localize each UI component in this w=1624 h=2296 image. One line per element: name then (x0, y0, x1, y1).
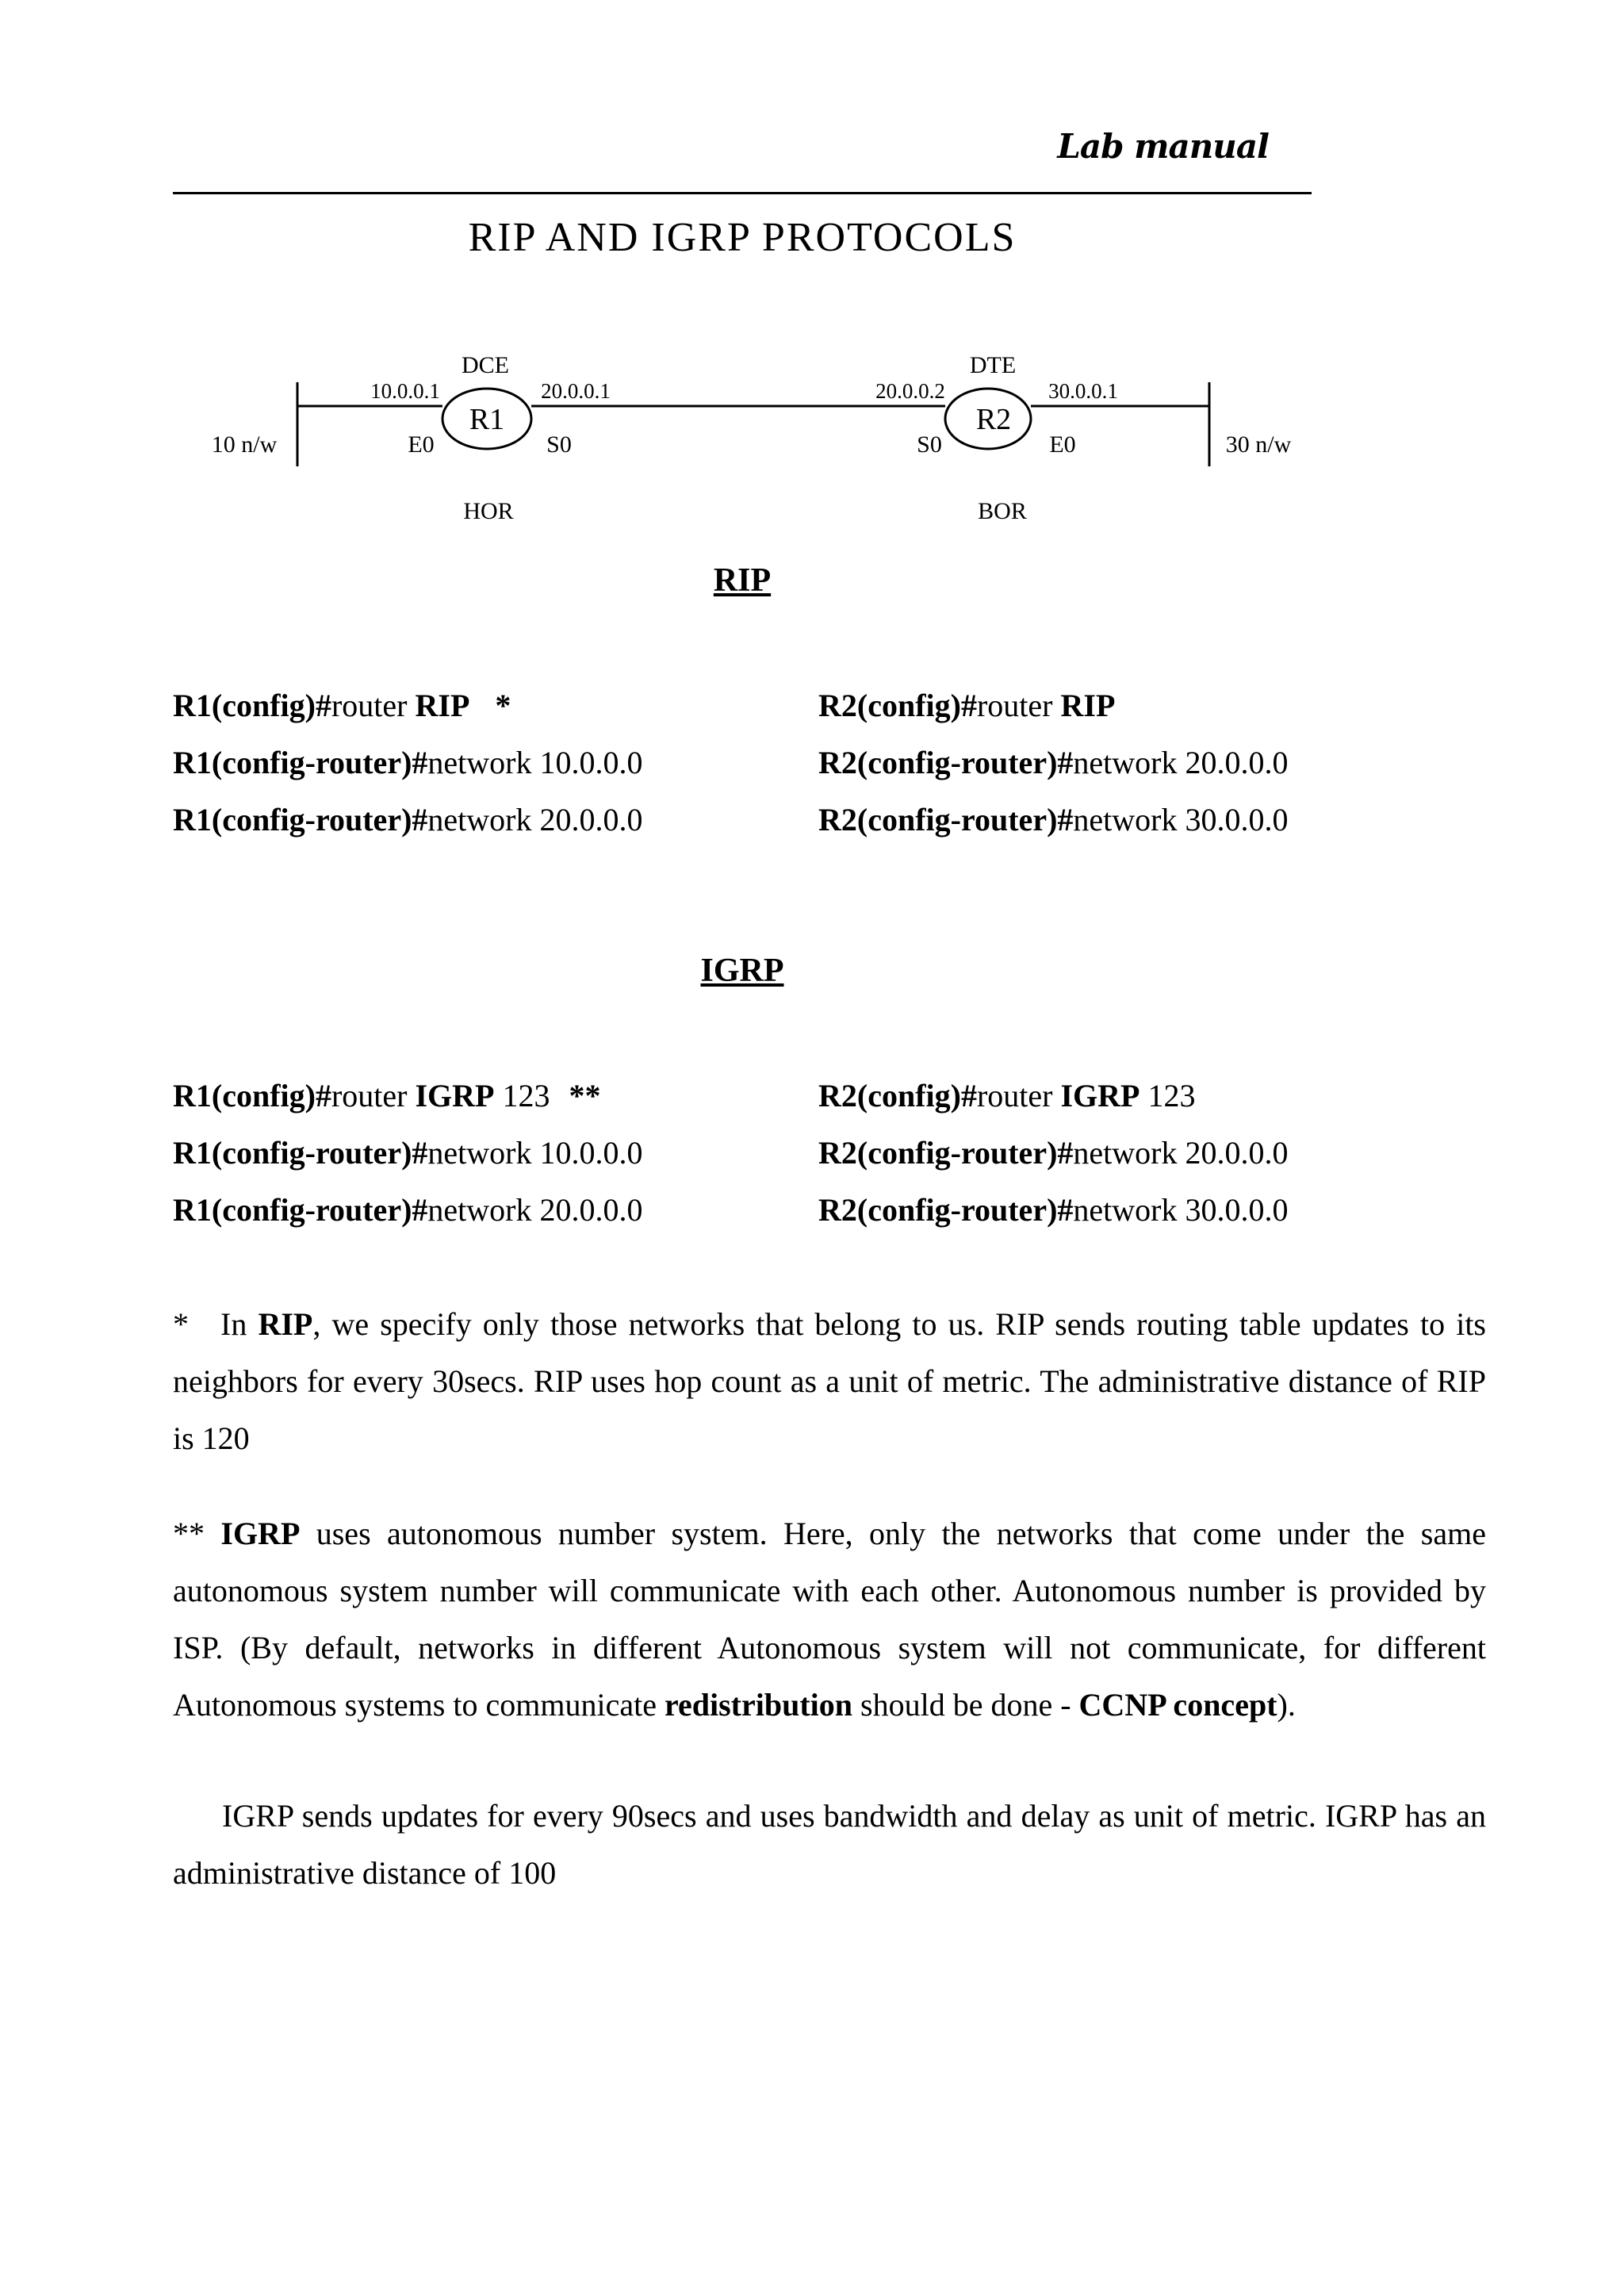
r2-left-interface: S0 (917, 431, 942, 458)
igrp-r2-line-3: R2(config-router)#network 30.0.0.0 (818, 1192, 1289, 1228)
router-r1-label: R1 (469, 403, 505, 436)
igrp-r1-line-2: R1(config-router)#network 10.0.0.0 (173, 1135, 643, 1171)
igrp-heading: IGRP (700, 953, 784, 989)
igrp-r2-line-1: R2(config)#router IGRP 123 (818, 1078, 1196, 1114)
r2-right-ip: 30.0.0.1 (1048, 379, 1118, 403)
rip-r1-line-1: R1(config)#router RIP * (173, 688, 511, 723)
igrp-extra-paragraph: IGRP sends updates for every 90secs and uses bandwidth and delay as unit of metric. IGRP has an administrative distance of 100 (173, 1798, 1486, 1891)
router-r2-label: R2 (975, 403, 1012, 436)
r2-right-interface: E0 (1049, 431, 1076, 458)
left-network-label: 10 n/w (211, 431, 278, 458)
rip-note-paragraph: * In RIP, we specify only those networks that belong to us. RIP sends routing table updates to its neighbors for every 30secs. RIP uses hop count as a unit of metric. The administrative distance of RIP is 120 (173, 1306, 1486, 1456)
igrp-r1-line-3: R1(config-router)#network 20.0.0.0 (173, 1192, 643, 1228)
igrp-note-paragraph: ** IGRP uses autonomous number system. Here, only the networks that come under the same autonomous system number will communicate with each other. Autonomous number is provided by ISP. (By default, networks in different Autonomous system will not communicate, for different Autonomous systems to communicate redistribution should be done - CCNP concept). (173, 1516, 1486, 1723)
r1-right-ip: 20.0.0.1 (541, 379, 611, 403)
header-label: Lab manual (1057, 127, 1269, 166)
igrp-r2-line-2: R2(config-router)#network 20.0.0.0 (818, 1135, 1289, 1171)
r2-role-top: DTE (969, 352, 1017, 378)
right-network-label: 30 n/w (1225, 431, 1292, 458)
rip-r1-line-2: R1(config-router)#network 10.0.0.0 (173, 745, 643, 780)
rip-heading: RIP (713, 562, 772, 599)
r2-left-ip: 20.0.0.2 (875, 379, 945, 403)
r1-role-top: DCE (462, 352, 509, 378)
r1-role-bottom: HOR (463, 498, 514, 524)
rip-r1-line-3: R1(config-router)#network 20.0.0.0 (173, 802, 643, 838)
page-title: RIP AND IGRP PROTOCOLS (468, 215, 1017, 260)
network-topology-diagram (0, 0, 1624, 555)
igrp-r1-line-1: R1(config)#router IGRP 123 ** (173, 1078, 601, 1114)
r2-role-bottom: BOR (978, 498, 1027, 524)
rip-r2-line-2: R2(config-router)#network 20.0.0.0 (818, 745, 1289, 780)
r1-right-interface: S0 (546, 431, 572, 458)
r1-left-interface: E0 (408, 431, 435, 458)
rip-r2-line-1: R2(config)#router RIP (818, 688, 1116, 723)
r1-left-ip: 10.0.0.1 (370, 379, 440, 403)
rip-r2-line-3: R2(config-router)#network 30.0.0.0 (818, 802, 1289, 838)
